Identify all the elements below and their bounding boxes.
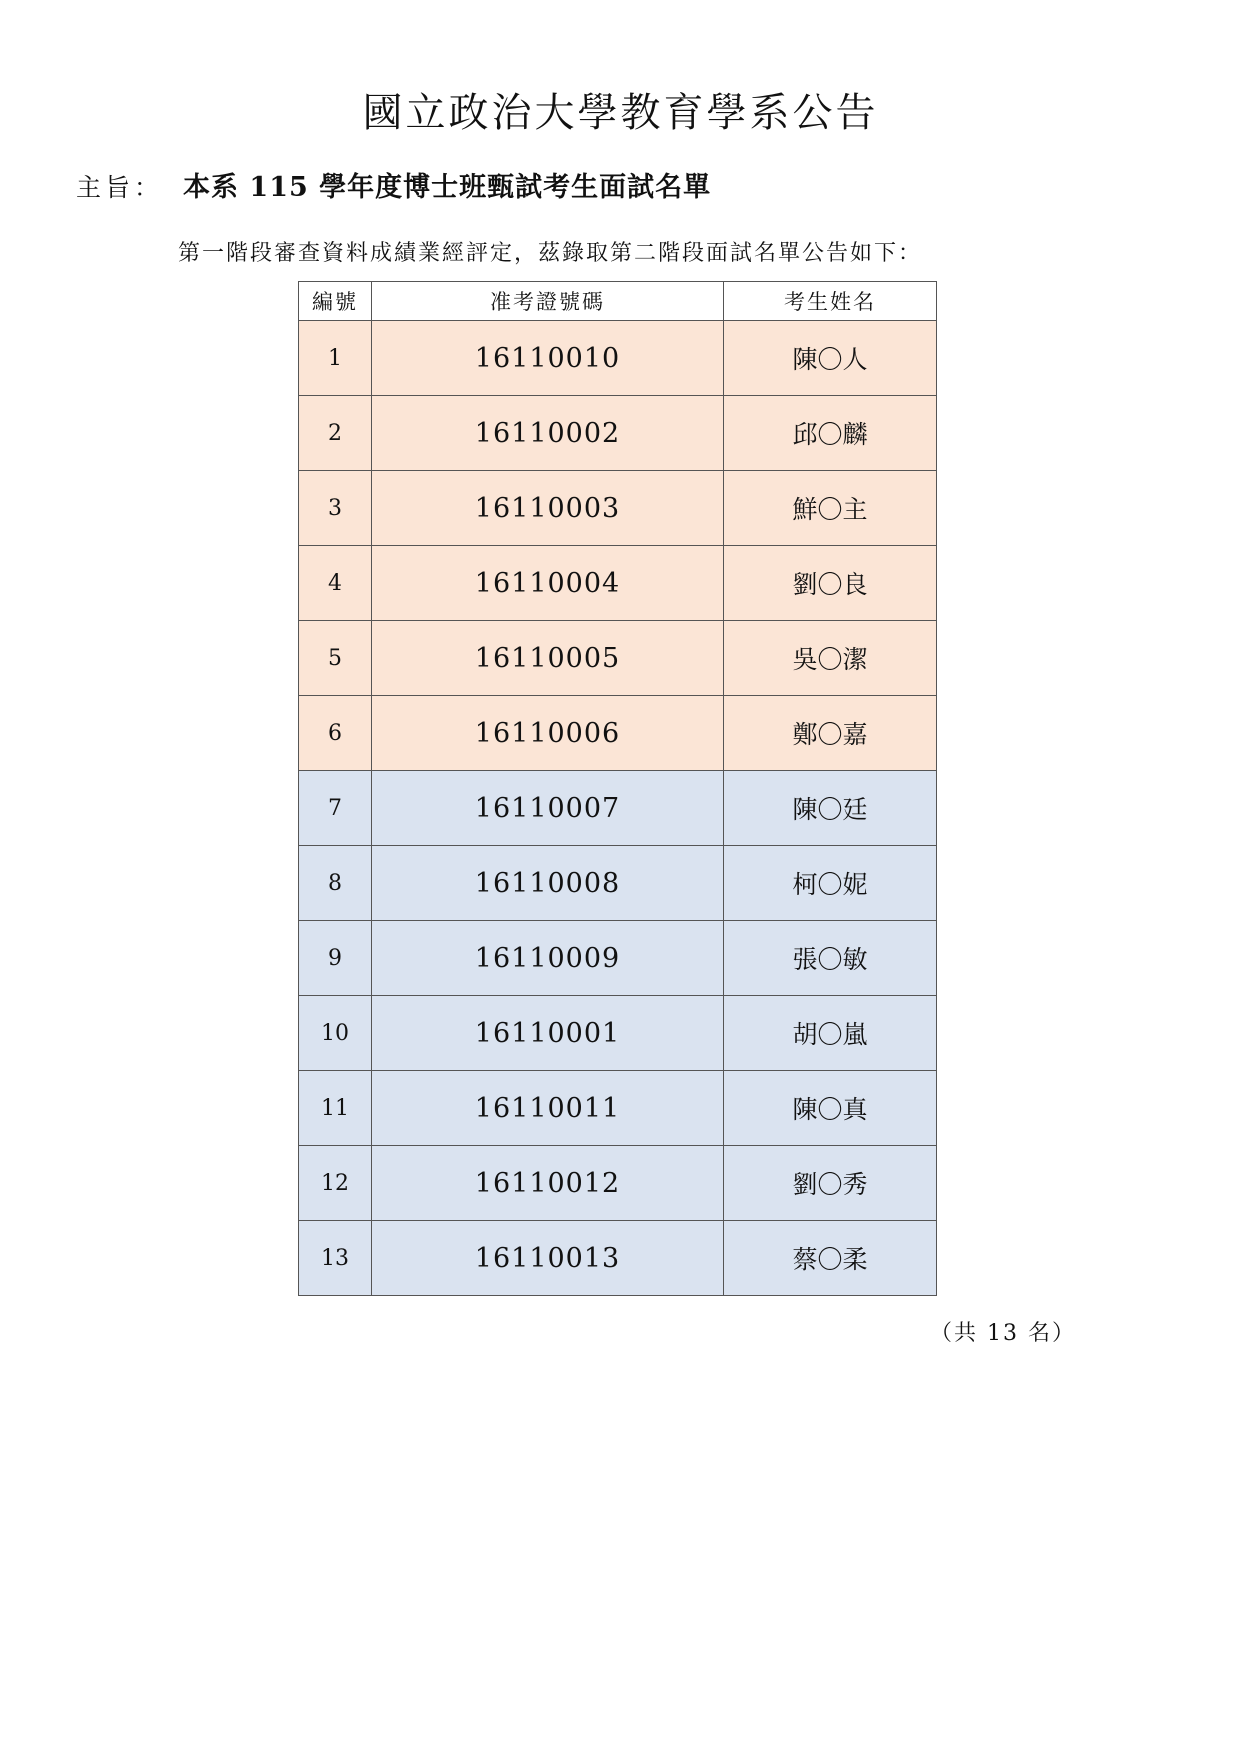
row-number: 3 xyxy=(299,471,372,546)
table-row xyxy=(299,321,937,396)
row-candidate-name: 張〇敏 xyxy=(724,921,937,996)
row-candidate-name: 陳〇廷 xyxy=(724,771,937,846)
row-admission-id: 16110006 xyxy=(372,696,724,771)
table-row xyxy=(299,621,937,696)
row-admission-id: 16110011 xyxy=(372,1071,724,1146)
table-body xyxy=(299,321,937,1296)
row-candidate-name: 陳〇真 xyxy=(724,1071,937,1146)
table-row xyxy=(299,471,937,546)
row-candidate-name: 胡〇嵐 xyxy=(724,996,937,1071)
row-admission-id: 16110004 xyxy=(372,546,724,621)
table-row xyxy=(299,996,937,1071)
row-admission-id: 16110007 xyxy=(372,771,724,846)
row-number: 13 xyxy=(299,1221,372,1296)
row-number: 12 xyxy=(299,1146,372,1221)
row-candidate-name: 蔡〇柔 xyxy=(724,1221,937,1296)
row-admission-id: 16110009 xyxy=(372,921,724,996)
table-header-row xyxy=(299,282,937,321)
table-row xyxy=(299,696,937,771)
header-candidate-name: 考生姓名 xyxy=(724,282,937,321)
table-row xyxy=(299,1221,937,1296)
table-row xyxy=(299,546,937,621)
row-admission-id: 16110003 xyxy=(372,471,724,546)
row-number: 2 xyxy=(299,396,372,471)
row-candidate-name: 陳〇人 xyxy=(724,321,937,396)
row-admission-id: 16110001 xyxy=(372,996,724,1071)
row-number: 8 xyxy=(299,846,372,921)
row-candidate-name: 吳〇潔 xyxy=(724,621,937,696)
row-candidate-name: 鄭〇嘉 xyxy=(724,696,937,771)
row-candidate-name: 劉〇良 xyxy=(724,546,937,621)
row-admission-id: 16110013 xyxy=(372,1221,724,1296)
row-candidate-name: 柯〇妮 xyxy=(724,846,937,921)
table-row xyxy=(299,1146,937,1221)
intro-text: 第一階段審查資料成績業經評定，茲錄取第二階段面試名單公告如下： xyxy=(178,241,923,266)
table-row xyxy=(299,1071,937,1146)
total-count: （共 13 名） xyxy=(930,1321,1076,1346)
subject-label: 主旨： xyxy=(76,173,164,202)
row-number: 10 xyxy=(299,996,372,1071)
table-row xyxy=(299,771,937,846)
page-title: 國立政治大學教育學系公告 xyxy=(362,90,879,136)
table-row xyxy=(299,846,937,921)
subject-text: 本系 115 學年度博士班甄試考生面試名單 xyxy=(183,172,712,203)
row-number: 9 xyxy=(299,921,372,996)
table-row xyxy=(299,921,937,996)
row-number: 5 xyxy=(299,621,372,696)
header-number: 編號 xyxy=(299,282,372,321)
row-admission-id: 16110008 xyxy=(372,846,724,921)
row-admission-id: 16110012 xyxy=(372,1146,724,1221)
row-number: 4 xyxy=(299,546,372,621)
row-number: 11 xyxy=(299,1071,372,1146)
row-candidate-name: 劉〇秀 xyxy=(724,1146,937,1221)
row-admission-id: 16110010 xyxy=(372,321,724,396)
row-number: 7 xyxy=(299,771,372,846)
row-candidate-name: 邱〇麟 xyxy=(724,396,937,471)
row-admission-id: 16110005 xyxy=(372,621,724,696)
header-admission-id: 准考證號碼 xyxy=(372,282,724,321)
row-number: 1 xyxy=(299,321,372,396)
table-row xyxy=(299,396,937,471)
subject-line xyxy=(76,168,711,208)
row-admission-id: 16110002 xyxy=(372,396,724,471)
row-candidate-name: 鮮〇主 xyxy=(724,471,937,546)
candidate-table xyxy=(298,281,937,1296)
row-number: 6 xyxy=(299,696,372,771)
